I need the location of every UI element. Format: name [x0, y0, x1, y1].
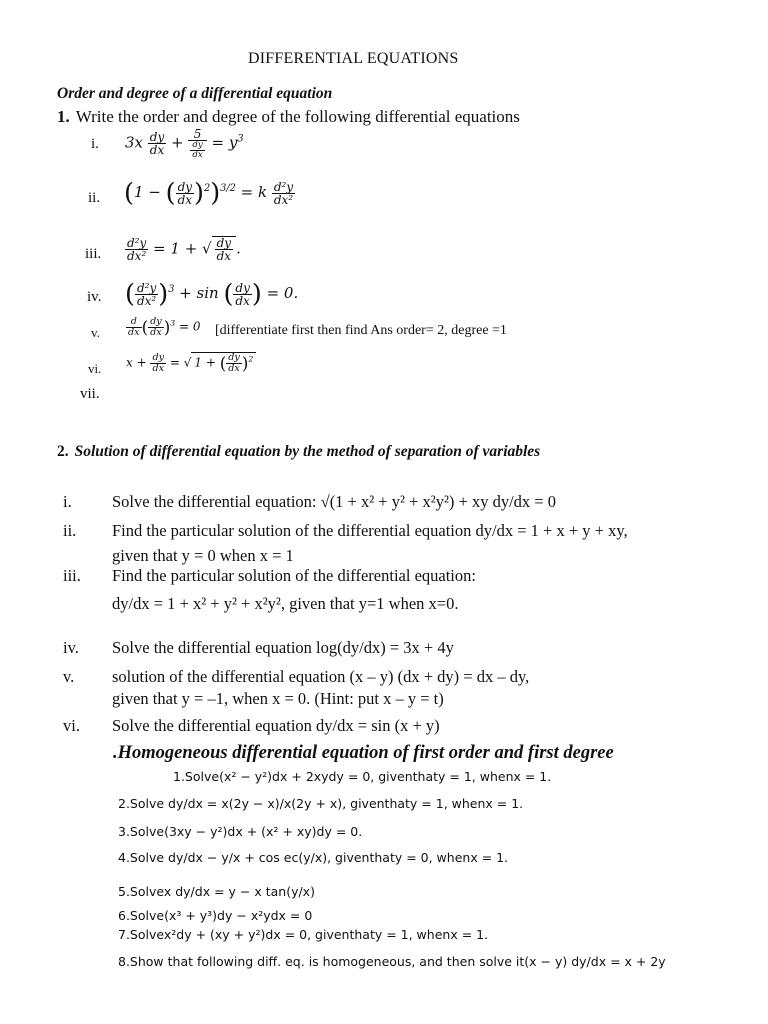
list-item-num: ii.: [63, 521, 77, 540]
question-1-number: 1.: [57, 107, 70, 126]
list-item-num: vi.: [63, 716, 80, 735]
homogeneous-item: 4.Solve dy/dx − y/x + cos ec(y/x), giventhaty = 0, whenx = 1.: [118, 850, 509, 865]
homogeneous-item: 5.Solvex dy/dx = y − x tan(y/x): [118, 884, 315, 899]
note-v: [differentiate first then find Ans order= 2, degree =1: [215, 323, 507, 338]
list-item-text: Find the particular solution of the differential equation:: [112, 566, 476, 585]
roman-numeral: iii.: [85, 246, 102, 262]
homogeneous-item: 2.Solve dy/dx = x(2y − x)/x(2y + x), giventhaty = 1, whenx = 1.: [118, 796, 524, 811]
homogeneous-item: 6.Solve(x³ + y³)dy − x²ydx = 0: [118, 908, 313, 923]
list-item-num: iv.: [63, 638, 79, 657]
section-3-heading: .Homogeneous differential equation of first order and first degree: [113, 743, 614, 763]
equation-1-ii: (1 − ( $\frac{dy}{dx}$ )$^2$)$^{3/2}$ = k $\frac{\text{d²y}}{\text{dx²}}$: [124, 178, 294, 208]
list-item-text-2: given that y = 0 when x = 1: [112, 546, 294, 565]
roman-numeral: i.: [91, 136, 99, 152]
section-2-number: 2.: [57, 443, 69, 460]
section-2-title: Solution of differential equation by the method of separation of variables: [74, 443, 541, 460]
section-2-heading: [57, 443, 540, 461]
equation-1-v: $\frac{d}{dx}$ ( $\frac{dy}{dx}$ )$^3$ = 0: [128, 316, 201, 338]
question-1-text: Write the order and degree of the following differential equations: [75, 107, 520, 126]
roman-numeral: vi.: [88, 361, 102, 376]
list-item-text: Solve the differential equation dy/dx = sin (x + y): [112, 716, 440, 735]
section-1-heading: Order and degree of a differential equation: [57, 85, 333, 102]
homogeneous-item: 7.Solvex²dy + (xy + y²)dx = 0, giventhaty = 1, whenx = 1.: [118, 927, 489, 942]
page-title: DIFFERENTIAL EQUATIONS: [248, 50, 459, 67]
homogeneous-item: 8.Show that following diff. eq. is homogeneous, and then solve it(x − y) dy/dx = x + 2y: [118, 954, 666, 969]
equation-1-i: 3x $\frac{dy}{dx}$ + $\frac{5}{\frac{dy}{dx}}$ = $y^3$: [125, 127, 244, 160]
list-item-num: i.: [63, 492, 72, 511]
list-item-text: Solve the differential equation: √(1 + x² + y² + x²y²) + xy dy/dx = 0: [112, 492, 556, 511]
equation-1-iii: $\frac{\text{d²y}}{\text{dx²}}$ = 1 + √ $\frac{dy}{dx}$ .: [127, 236, 241, 263]
roman-numeral: vii.: [80, 386, 100, 402]
list-item-text-2: dy/dx = 1 + x² + y² + x²y², given that y=1 when x=0.: [112, 594, 459, 613]
list-item-text: Solve the differential equation log(dy/dx) = 3x + 4y: [112, 638, 454, 657]
list-item-num: iii.: [63, 566, 81, 585]
list-item-num: v.: [63, 667, 75, 686]
roman-numeral: v.: [91, 325, 100, 340]
question-1: [57, 107, 520, 127]
equation-1-vi: x + $\frac{dy}{dx}$ = √ 1 + ( $\frac{dy}{dx}$ )$^2$: [126, 352, 256, 373]
list-item-text: solution of the differential equation (x – y) (dx + dy) = dx – dy,: [112, 667, 530, 686]
list-item-text: Find the particular solution of the differential equation dy/dx = 1 + x + y + xy,: [112, 521, 628, 540]
homogeneous-item: 1.Solve(x² − y²)dx + 2xydy = 0, giventhaty = 1, whenx = 1.: [173, 769, 552, 784]
roman-numeral: iv.: [87, 289, 102, 305]
homogeneous-item: 3.Solve(3xy − y²)dx + (x² + xy)dy = 0.: [118, 824, 363, 839]
list-item-text-2: given that y = –1, when x = 0. (Hint: put x – y = t): [112, 689, 444, 708]
roman-numeral: ii.: [88, 190, 101, 206]
equation-1-iv: ( $\frac{\text{d²y}}{\text{dx²}}$ )$^3$ + sin ( $\frac{dy}{dx}$ ) = 0.: [125, 279, 299, 309]
